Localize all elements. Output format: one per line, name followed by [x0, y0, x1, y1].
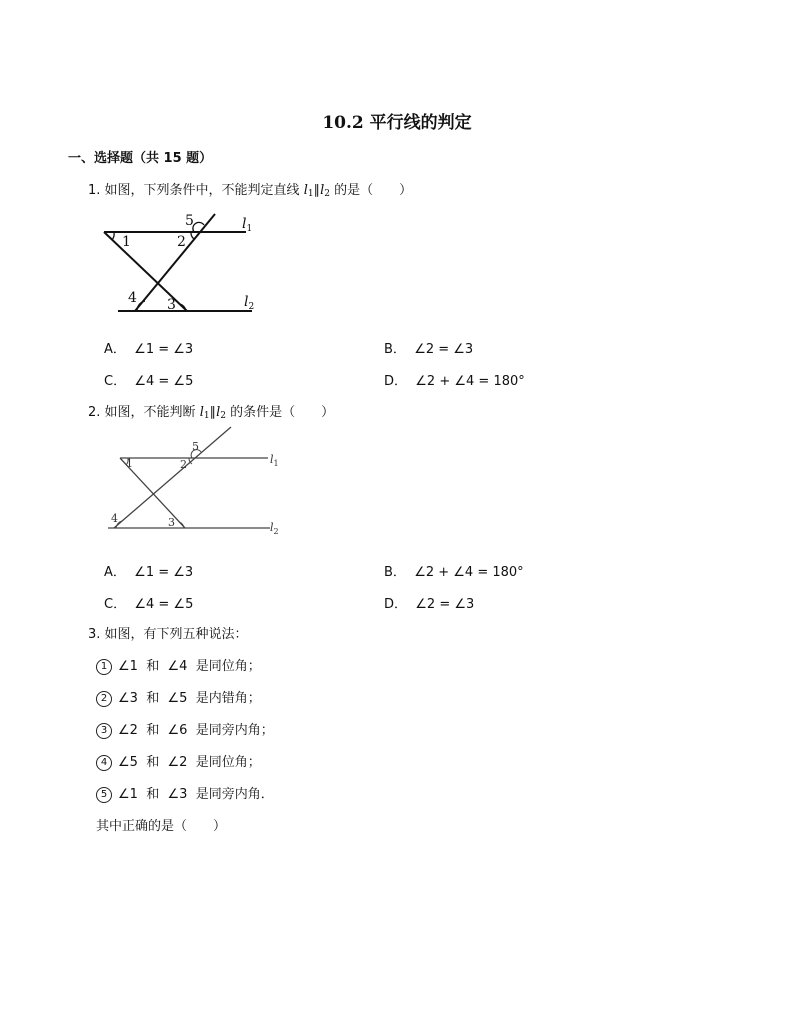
- circled-number: 3: [96, 723, 112, 739]
- question-number: 3.: [88, 627, 101, 642]
- question-text: 如图，有下列五种说法：: [104, 627, 248, 642]
- question-text: 如图，不能判断: [104, 405, 196, 420]
- angle-arc-2: [191, 232, 194, 239]
- statement-5: 5 ∠1 和 ∠3 是同旁内角．: [96, 783, 274, 803]
- line-l2-fig-label: $l_2$: [270, 521, 279, 536]
- angle-label-1: 1: [122, 234, 131, 250]
- angle-label-2: 2: [177, 234, 186, 250]
- line-l1-label: $l_1$: [303, 183, 314, 199]
- circled-number: 1: [96, 659, 112, 675]
- question-text: 如图，下列条件中，不能判定直线: [104, 183, 300, 198]
- section-heading: 一、选择题（共 15 题）: [68, 151, 213, 166]
- line-l1-fig-label: $l_1$: [242, 216, 253, 234]
- question-1: [88, 179, 412, 199]
- question-3-prompt: 其中正确的是（ ）: [96, 819, 227, 834]
- page-title: 10.2 平行线的判定: [322, 113, 472, 133]
- angle-label-5: 5: [185, 213, 194, 229]
- line-l1-fig-label: $l_1$: [270, 453, 279, 468]
- statement-3: 3 ∠2 和 ∠6 是同旁内角；: [96, 719, 274, 739]
- statement-1: 1 ∠1 和 ∠4 是同位角；: [96, 655, 261, 675]
- angle-label-3: 3: [168, 516, 175, 529]
- parallel-symbol: ∥: [209, 405, 217, 420]
- angle-arc-4: [137, 301, 145, 311]
- angle-label-2: 2: [180, 458, 187, 471]
- q2-option-c[interactable]: C． ∠4 = ∠5: [104, 597, 194, 612]
- parallel-symbol: ∥: [313, 183, 321, 198]
- q2-option-b[interactable]: B． ∠2 + ∠4 = 180°: [384, 565, 524, 580]
- line-l1-label: $l_1$: [199, 405, 210, 421]
- question-text-suffix: 的条件是（ ）: [230, 405, 335, 420]
- angle-arc-1: [112, 232, 114, 240]
- question-3: [88, 623, 248, 642]
- q2-figure: [106, 425, 286, 537]
- q1-option-c[interactable]: C． ∠4 = ∠5: [104, 374, 194, 389]
- question-2: [88, 401, 334, 421]
- question-text-suffix: 的是（ ）: [334, 183, 413, 198]
- circled-number: 5: [96, 787, 112, 803]
- circled-number: 4: [96, 755, 112, 771]
- transversal-b: [114, 427, 231, 528]
- q2-option-d[interactable]: D． ∠2 = ∠3: [384, 597, 475, 612]
- line-l2-label: $l_2$: [216, 405, 227, 421]
- question-number: 2.: [88, 405, 101, 420]
- statement-2: 2 ∠3 和 ∠5 是内错角；: [96, 687, 261, 707]
- q1-option-a[interactable]: A． ∠1 = ∠3: [104, 342, 194, 357]
- angle-label-4: 4: [111, 512, 118, 525]
- angle-label-5: 5: [192, 440, 199, 453]
- circled-number: 2: [96, 691, 112, 707]
- q2-option-a[interactable]: A． ∠1 = ∠3: [104, 565, 194, 580]
- angle-label-3: 3: [167, 297, 176, 313]
- statement-4: 4 ∠5 和 ∠2 是同位角；: [96, 751, 261, 771]
- q1-figure: [100, 208, 270, 318]
- line-l2-label: $l_2$: [320, 183, 331, 199]
- question-number: 1.: [88, 183, 101, 198]
- q1-option-b[interactable]: B． ∠2 = ∠3: [384, 342, 474, 357]
- line-l2-fig-label: $l_2$: [244, 294, 255, 312]
- q1-option-d[interactable]: D． ∠2 + ∠4 = 180°: [384, 374, 525, 389]
- angle-label-4: 4: [128, 290, 137, 306]
- angle-label-1: 1: [126, 457, 133, 470]
